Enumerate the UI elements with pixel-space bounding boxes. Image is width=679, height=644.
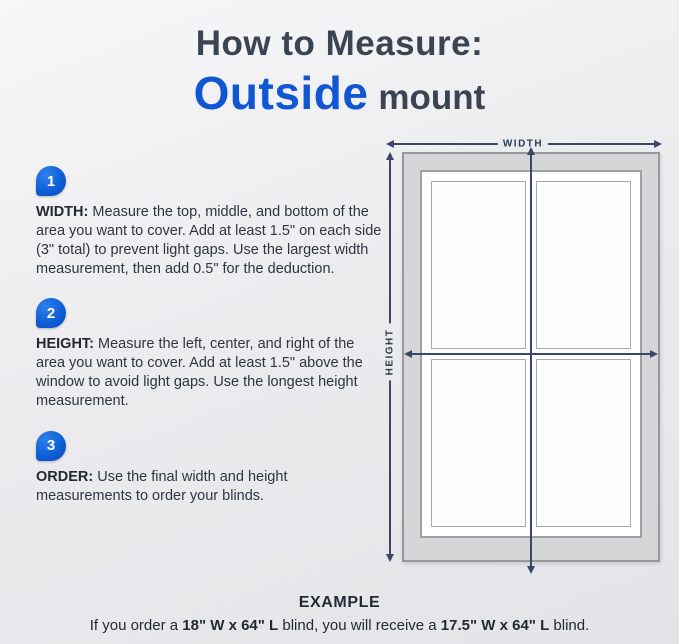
horizontal-center-line (406, 353, 656, 355)
steps-column (36, 166, 384, 525)
step-3-label: ORDER: (36, 468, 94, 485)
title-mount-word: mount (378, 78, 486, 117)
width-arrow-left-head (386, 140, 394, 148)
step-3-badge (36, 431, 66, 461)
title-mount-type: Outside (193, 67, 369, 119)
step-2-badge (36, 298, 66, 328)
step-1-label: WIDTH: (36, 204, 89, 220)
step-3-text (36, 468, 384, 506)
horizontal-line-left-head (404, 350, 412, 358)
step-2-body: Measure the left, center, and right of the area you want to cover. Add at least 1.5" above the window to avoid light gaps. Use the longest height measurement. (36, 336, 363, 409)
width-arrow-right-head (654, 140, 662, 148)
vertical-center-line (530, 150, 532, 570)
step-item-height (36, 298, 384, 410)
vertical-line-top-head (527, 147, 535, 155)
horizontal-line-right-head (650, 350, 658, 358)
page-title (0, 24, 679, 120)
example-heading: EXAMPLE (298, 594, 381, 611)
example-section (0, 594, 679, 634)
step-2-number: 2 (46, 304, 56, 322)
step-item-width (36, 166, 384, 278)
step-1-number: 1 (46, 172, 56, 190)
title-line2 (0, 66, 679, 120)
step-2-text (36, 335, 384, 410)
height-arrow-bottom-head (386, 554, 394, 562)
window-pane-top-left (431, 181, 526, 349)
example-ordered-size: 18" W x 64" L (182, 617, 279, 634)
example-received-size: 17.5" W x 64" L (440, 617, 550, 634)
window-pane-bottom-right (536, 359, 631, 527)
step-3-number: 3 (46, 437, 56, 455)
window-pane-bottom-left (431, 359, 526, 527)
example-suffix: blind. (549, 617, 590, 634)
example-sentence (0, 617, 679, 634)
step-2-label: HEIGHT: (36, 336, 94, 353)
width-dimension-label: WIDTH (498, 138, 548, 151)
height-dimension-label: HEIGHT (384, 324, 397, 381)
window-pane-top-right (536, 181, 631, 349)
title-line1: How to Measure: (195, 24, 484, 63)
step-item-order (36, 431, 384, 506)
example-prefix: If you order a (89, 617, 183, 634)
vertical-line-bottom-head (527, 566, 535, 574)
step-1-badge (36, 166, 66, 196)
step-1-body: Measure the top, middle, and bottom of the area you want to cover. Add at least 1.5" on each side (3" total) to prevent light gaps. Use the largest width measurement, then add 0.5" for the deduction. (36, 204, 382, 277)
example-middle: blind, you will receive a (278, 617, 441, 634)
step-1-text (36, 203, 384, 278)
step-3-body: Use the final width and height measurements to order your blinds. (36, 468, 288, 504)
height-arrow-top-head (386, 152, 394, 160)
